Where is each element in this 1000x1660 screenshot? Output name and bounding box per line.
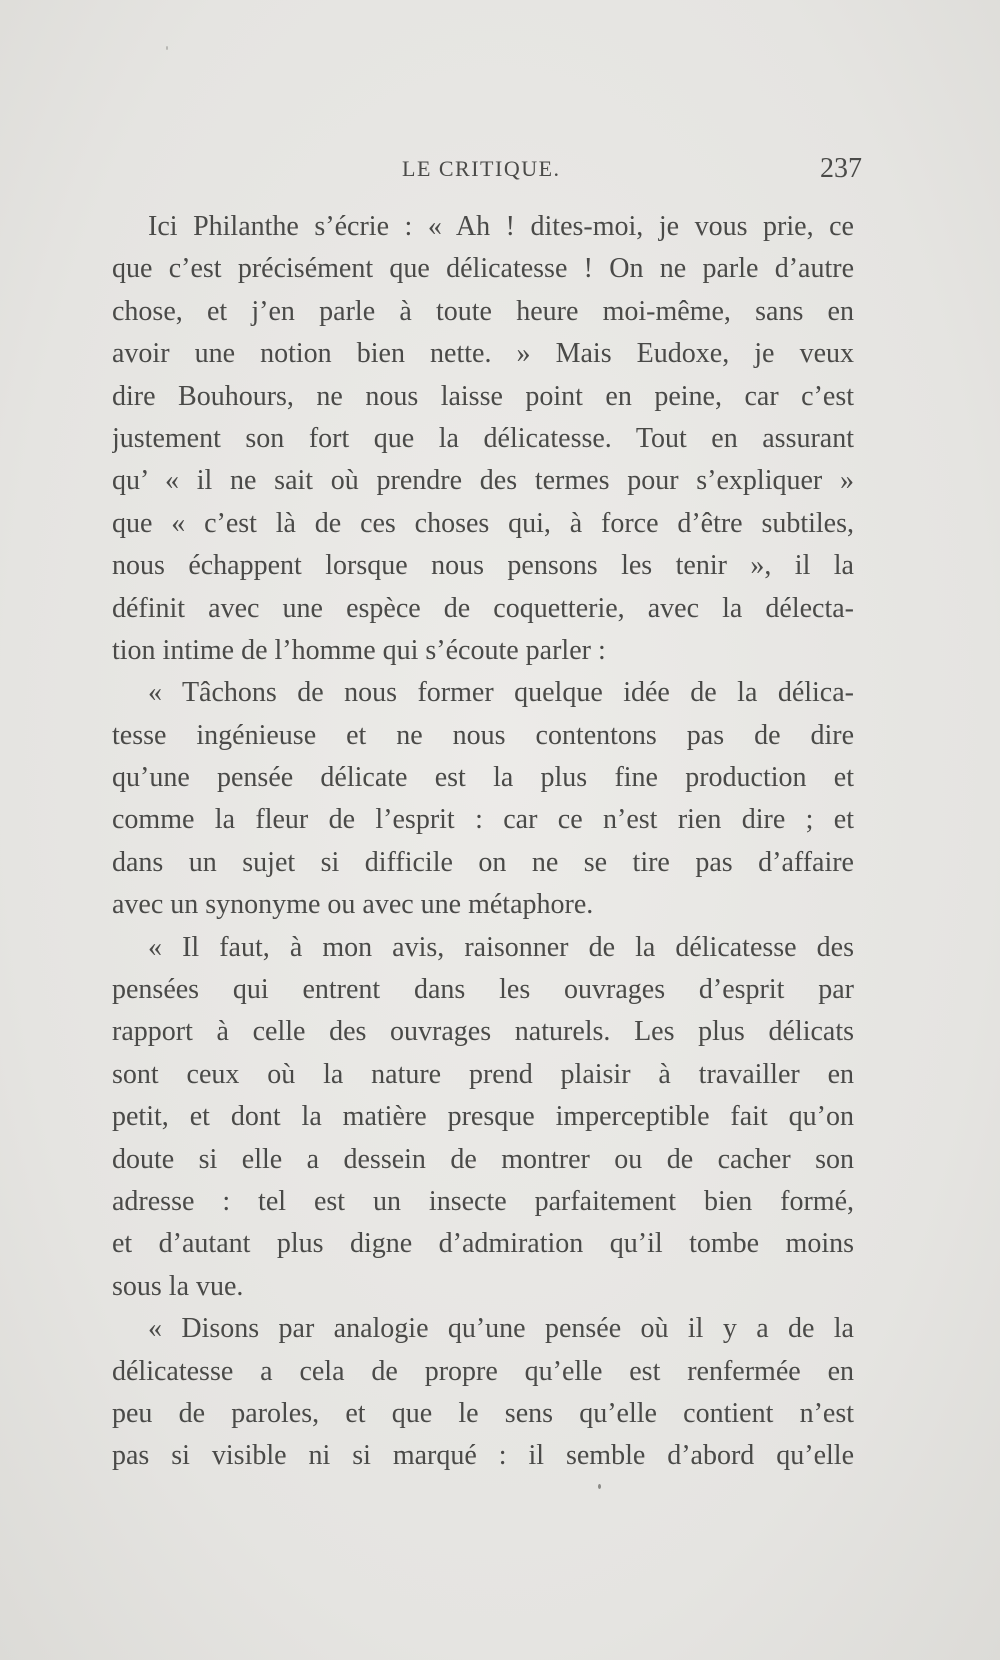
text-line: que « c’est là de ces choses qui, à force d’être subtiles, (112, 507, 854, 539)
text-line: « Disons par analogie qu’une pensée où il y a de la (148, 1313, 854, 1345)
text-line: sont ceux où la nature prend plaisir à travailler en (112, 1058, 854, 1090)
text-line: qu’ « il ne sait où prendre des termes pour s’expliquer » (112, 465, 854, 497)
text-line: justement son fort que la délicatesse. Tout en assurant (112, 422, 854, 454)
text-line: nous échappent lorsque nous pensons les tenir », il la (112, 550, 854, 582)
text-line: pensées qui entrent dans les ouvrages d’esprit par (112, 974, 854, 1006)
text-line: définit avec une espèce de coquetterie, avec la délecta- (112, 592, 854, 624)
text-line: adresse : tel est un insecte parfaitement bien formé, (112, 1185, 854, 1217)
text-line: pas si visible ni si marqué : il semble d’abord qu’elle (112, 1440, 854, 1472)
text-line: chose, et j’en parle à toute heure moi-même, sans en (112, 295, 854, 327)
text-line: tion intime de l’homme qui s’écoute parler : (112, 634, 606, 666)
running-title: LE CRITIQUE. (402, 156, 561, 181)
body-text (112, 206, 854, 1478)
page-header (112, 153, 862, 192)
text-line: et d’autant plus digne d’admiration qu’il tombe moins (112, 1228, 854, 1260)
page-number: 237 (820, 153, 862, 184)
text-line: avoir une notion bien nette. » Mais Eudoxe, je veux (112, 338, 854, 370)
text-line: que c’est précisément que délicatesse ! On ne parle d’autre (112, 253, 854, 285)
paper-speck (598, 1484, 601, 1489)
text-line: Ici Philanthe s’écrie : « Ah ! dites-moi, je vous prie, ce (148, 211, 854, 242)
text-line: « Tâchons de nous former quelque idée de la délica- (148, 677, 854, 709)
text-line: avec un synonyme ou avec une métaphore. (112, 889, 594, 921)
text-line: délicatesse a cela de propre qu’elle est renfermée en (112, 1355, 854, 1387)
text-line: tesse ingénieuse et ne nous contentons pas de dire (112, 719, 854, 751)
text-line: rapport à celle des ouvrages naturels. Les plus délicats (112, 1016, 854, 1048)
text-line: comme la fleur de l’esprit : car ce n’est rien dire ; et (112, 804, 854, 836)
text-line: « Il faut, à mon avis, raisonner de la délicatesse des (148, 931, 854, 963)
text-line: doute si elle a dessein de montrer ou de cacher son (112, 1143, 854, 1175)
text-line: petit, et dont la matière presque imperceptible fait qu’on (112, 1101, 854, 1133)
text-line: dire Bouhours, ne nous laisse point en peine, car c’est (112, 380, 854, 412)
text-line: peu de paroles, et que le sens qu’elle contient n’est (112, 1397, 854, 1429)
text-line: sous la vue. (112, 1270, 244, 1302)
text-line: qu’une pensée délicate est la plus fine production et (112, 762, 854, 794)
paper-speck (166, 46, 168, 50)
text-line: dans un sujet si difficile on ne se tire pas d’affaire (112, 846, 854, 878)
